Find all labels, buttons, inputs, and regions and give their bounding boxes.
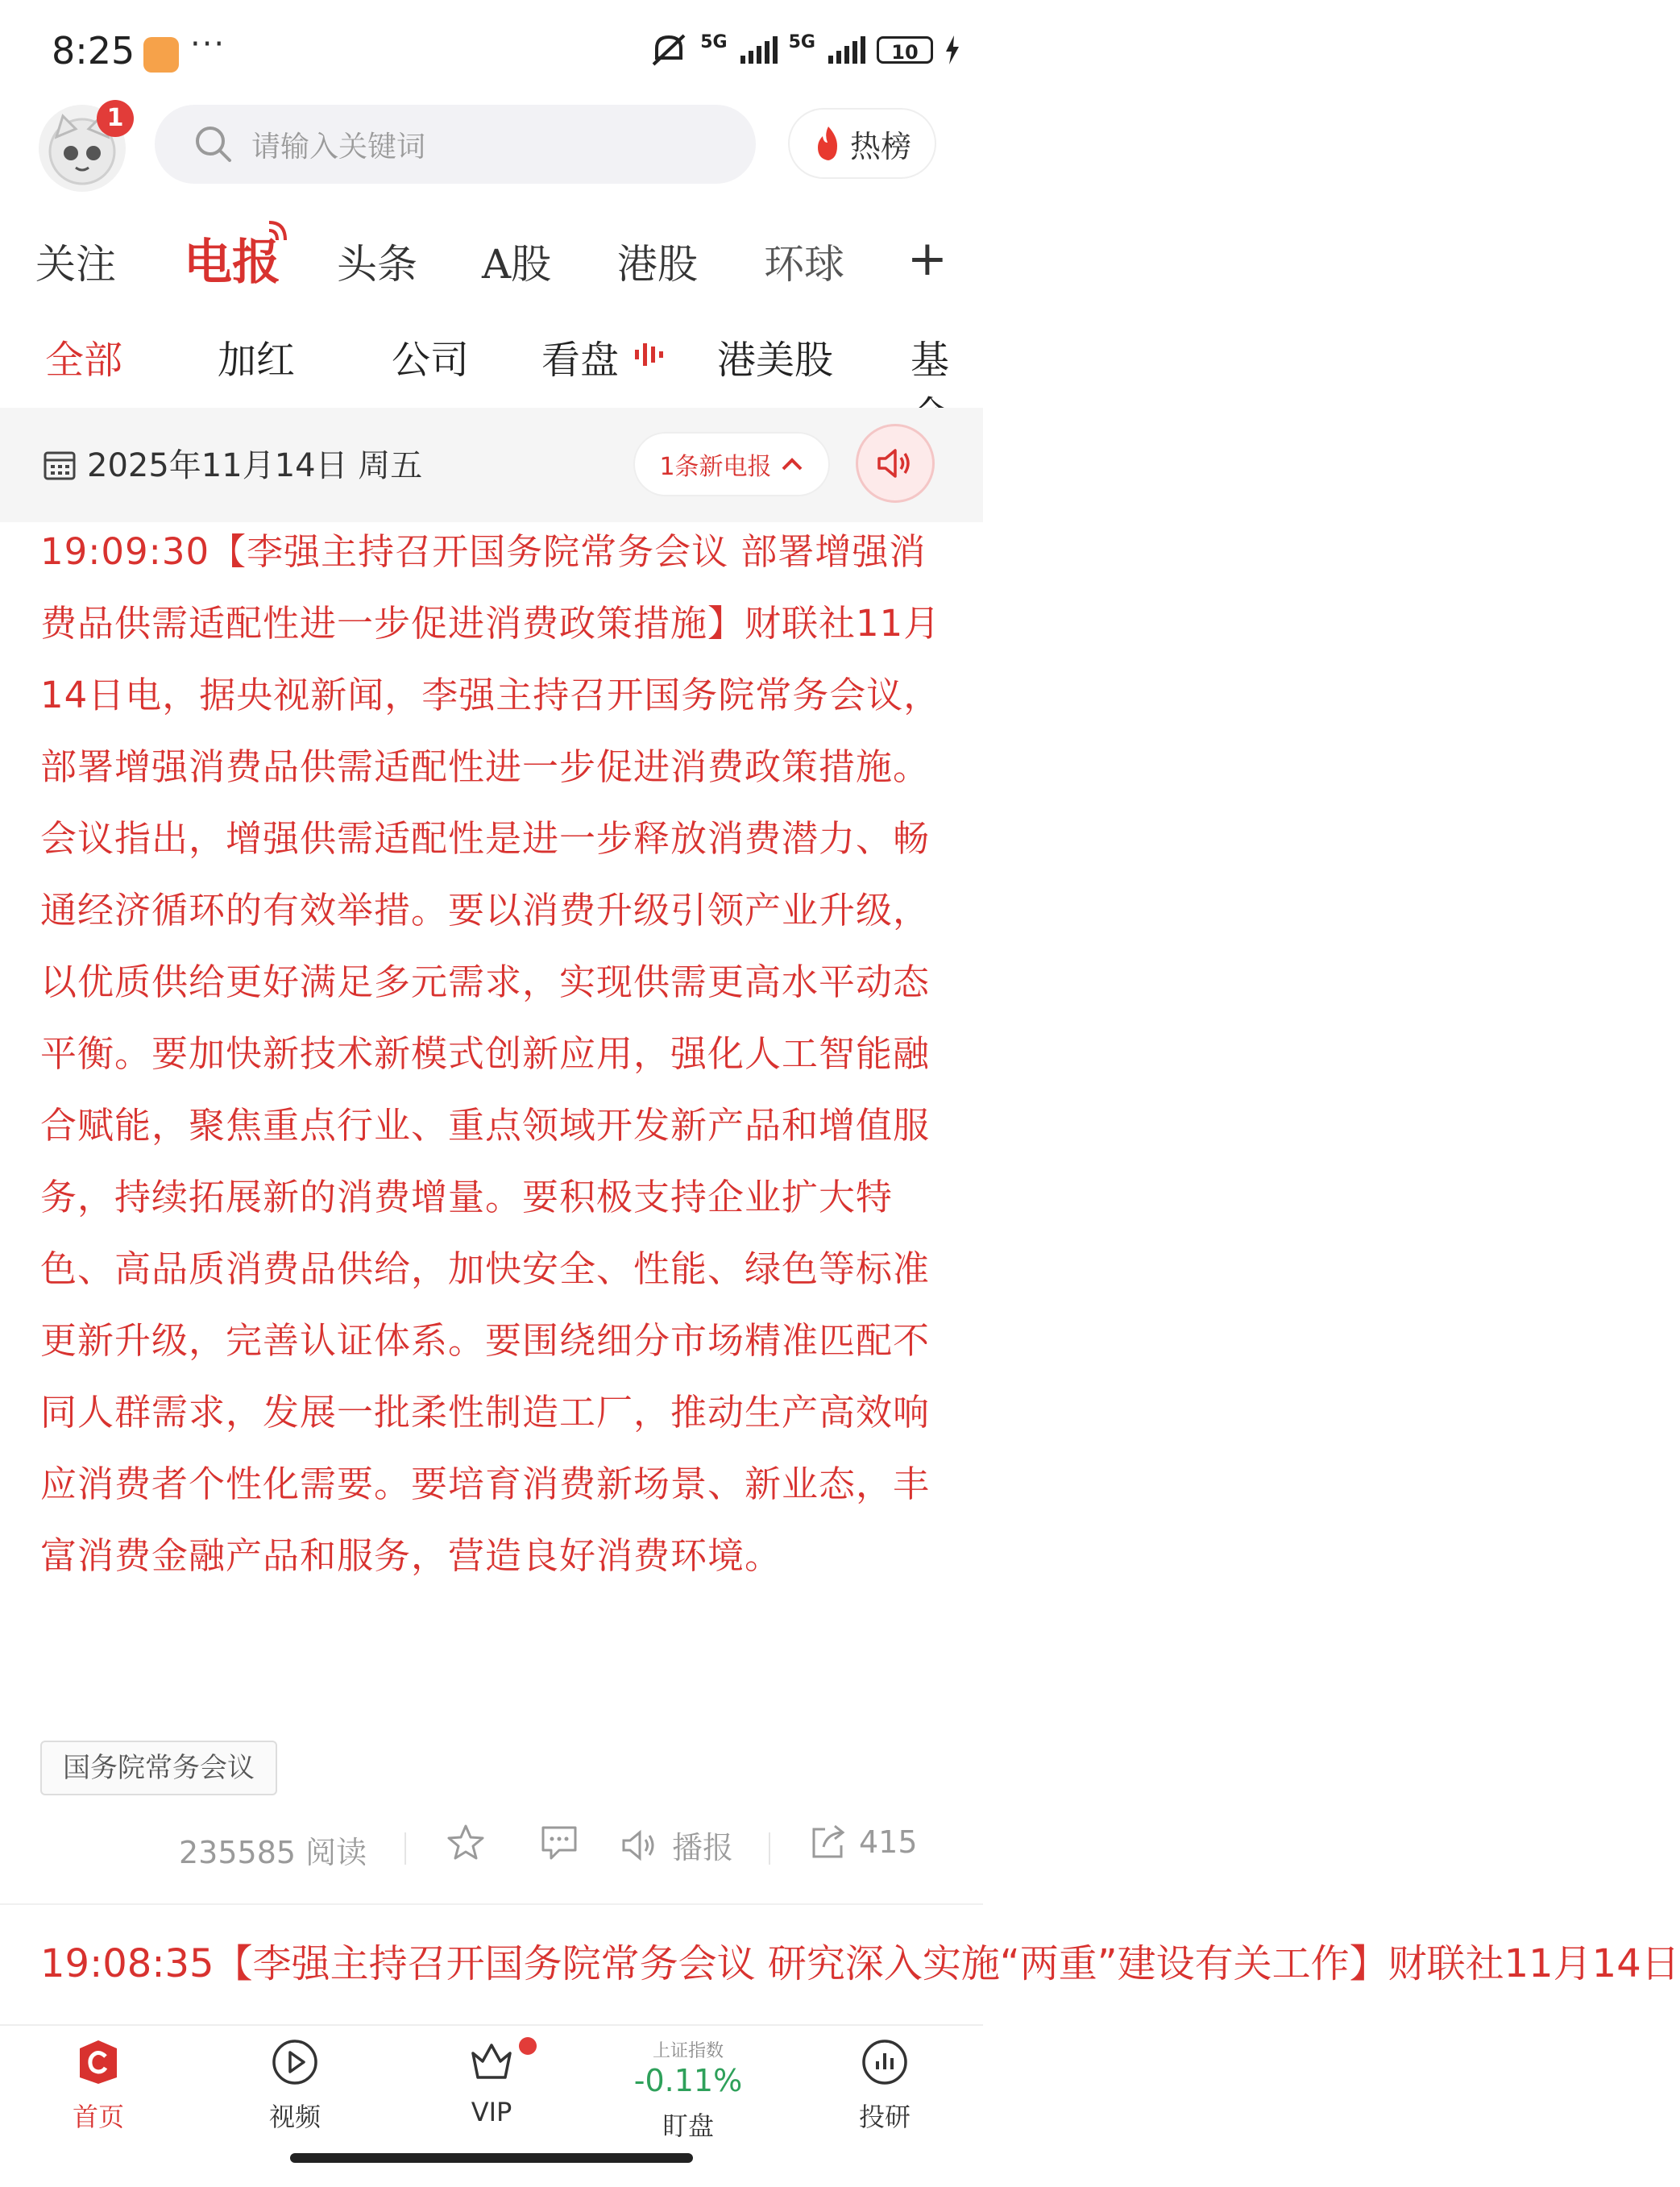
speaker-icon [620, 1828, 661, 1863]
nav-vip[interactable] [435, 2037, 548, 2127]
date-label: 2025年11月14日 周五 [87, 447, 423, 484]
telegraph-item-2[interactable] [40, 1929, 1680, 2026]
nav-home-label: 首页 [72, 2102, 124, 2132]
telegraph-time-2: 19:08:35 [40, 1941, 214, 1986]
signal-icon-1 [740, 36, 778, 64]
nav-watch-label: 盯盘 [662, 2110, 714, 2141]
divider [769, 1832, 770, 1865]
charging-icon [944, 35, 960, 64]
fire-icon [813, 125, 844, 162]
search-input[interactable]: 请输入关键词 [251, 130, 426, 164]
telegraph-title-2: 【李强主持召开国务院常务会议 研究深入实施“两重”建设有关工作】财联社11月14日 [214, 1941, 1680, 1986]
speaker-icon [876, 446, 915, 481]
chevron-up-icon [780, 456, 804, 472]
share-button[interactable] [809, 1823, 918, 1861]
calendar-icon [44, 450, 76, 480]
tab-headlines[interactable]: 头条 [337, 241, 417, 288]
new-telegraph-button[interactable] [633, 432, 830, 496]
read-aloud-button[interactable] [856, 424, 935, 503]
share-icon [809, 1823, 848, 1861]
nav-watch[interactable] [632, 2037, 745, 2143]
read-count: 235585 阅读 [179, 1835, 367, 1870]
nav-research-label: 投研 [858, 2102, 911, 2132]
tab-global[interactable]: 环球 [764, 241, 844, 288]
subtab-market[interactable]: 看盘 [541, 338, 620, 383]
item-divider [0, 1903, 983, 1905]
telegraph-title: 【李强主持召开国务院常务会议 部署增强消费品供需适配性进一步促进消费政策措施】 [40, 530, 927, 645]
search-icon [192, 122, 235, 166]
audio-wave-icon [633, 338, 667, 371]
chart-icon [860, 2037, 910, 2087]
app-notification-icon [143, 37, 179, 73]
status-icons [649, 32, 960, 68]
star-icon [445, 1823, 487, 1863]
nav-research[interactable] [828, 2037, 941, 2134]
tab-a-shares[interactable]: A股 [482, 241, 552, 288]
tab-hk-stocks[interactable]: 港股 [617, 241, 698, 288]
hot-list-button[interactable] [788, 108, 936, 179]
subtab-fund[interactable]: 基 [911, 338, 950, 383]
network-5g-2: 5G [788, 31, 815, 52]
tab-follow[interactable]: 关注 [35, 241, 116, 288]
share-count: 415 [859, 1824, 918, 1860]
nav-video-label: 视频 [268, 2102, 321, 2132]
broadcast-button[interactable] [620, 1823, 733, 1867]
mute-icon [649, 32, 689, 68]
comment-button[interactable] [538, 1823, 580, 1863]
telegraph-body: 财联社11月14日电，据央视新闻，李强主持召开国务院常务会议，部署增强消费品供需适配性进一步促进消费政策措施。会议指出，增强供需适配性是进一步释放消费潜力、畅通经济循环的有效举措。要以消费升级引领产业升级，以优质供给更好满足多元需求，实现供需更高水平动态平衡。要加快新技术新模式创新应用，强化人工智能融合赋能，聚焦重点行业、重点领域开发新产品和增值服务，持续拓展新的消费增量。要积极支持企业扩大特色、高品质消费品供给，加快安全、性能、绿色等标准更新升级，完善认证体系。要围绕细分市场精准匹配不同人群需求，发展一批柔性制造工厂，推动生产高效响应消费者个性化需要。要培育消费新场景、新业态，丰富消费金融产品和服务，营造良好消费环境。 [40, 602, 941, 1577]
more-notifications-icon: ··· [190, 26, 226, 63]
vip-dot-badge [519, 2037, 537, 2055]
tab-telegraph[interactable]: 电报 [184, 234, 280, 291]
topic-tag[interactable]: 国务院常务会议 [40, 1741, 277, 1795]
search-bar[interactable] [155, 105, 756, 184]
battery-icon: 10 [877, 36, 933, 64]
telegraph-content [40, 516, 943, 1591]
subtab-company[interactable]: 公司 [392, 338, 470, 383]
clock: 8:25 [52, 29, 135, 73]
nav-home[interactable] [42, 2037, 155, 2134]
subtab-us-hk[interactable]: 港美股 [717, 338, 834, 383]
nav-vip-label: VIP [471, 2097, 512, 2127]
network-5g-1: 5G [700, 31, 728, 52]
subtab-all[interactable]: 全部 [45, 338, 123, 383]
nav-video[interactable] [239, 2037, 351, 2134]
add-channel-icon[interactable]: + [906, 230, 948, 287]
filter-tabs [0, 314, 983, 395]
hot-list-label: 热榜 [849, 128, 911, 164]
subtab-red[interactable]: 加红 [218, 338, 296, 383]
action-row [0, 1813, 983, 1882]
notification-badge: 1 [97, 100, 134, 137]
favorite-button[interactable] [445, 1823, 487, 1863]
telegraph-item[interactable] [40, 516, 943, 1591]
home-logo-icon [73, 2037, 123, 2087]
date-bar [0, 408, 983, 522]
crown-icon [467, 2037, 516, 2087]
comment-icon [538, 1823, 580, 1863]
telegraph-time: 19:09:30 [40, 530, 210, 573]
live-signal-icon [266, 219, 293, 247]
divider [404, 1832, 406, 1865]
new-telegraph-label: 1条新电报 [659, 453, 772, 481]
index-name: 上证指数 [652, 2041, 724, 2061]
broadcast-label: 播报 [672, 1830, 734, 1865]
index-value: -0.11% [633, 2063, 743, 2098]
play-icon [270, 2037, 320, 2087]
status-bar [0, 0, 983, 105]
signal-icon-2 [828, 36, 865, 64]
channel-tabs [0, 218, 983, 306]
home-indicator[interactable] [290, 2153, 693, 2163]
